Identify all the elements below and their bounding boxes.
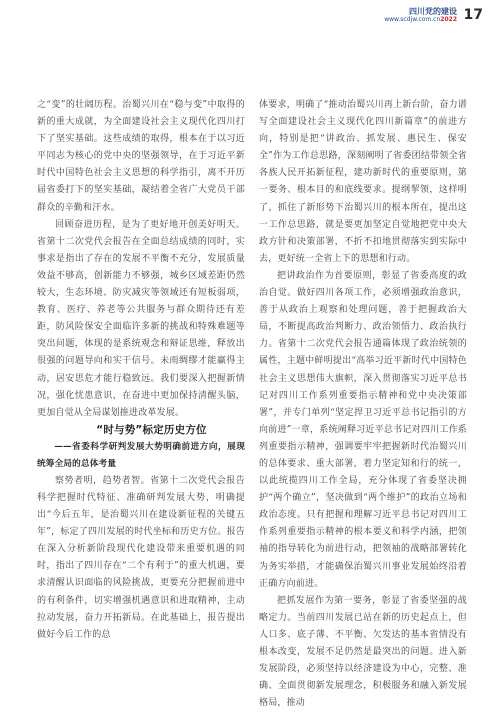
right-paragraph-2: 把讲政治作为首要原则，彰显了省委高度的政治自觉。做好四川各项工作，必须增强政治意识，善于从政治上观察和处理问题，善于把握政治大局，不断提高政治判断力、政治领悟力、政治执行力。省第十二次党代会报告通篇体现了政治统领的属性，主题中鲜明提出“高举习近平新时代中国特色社会主义思想伟大旗帜，深入贯彻落实习近平总书记对四川工作系列重要指示精神和党中央决策部署”，并专门单列“坚定捍卫习近平总书记指引的方向前进”一章，系统阐释习近平总书记对四川工作系列重要指示精神，强调要牢牢把握新时代治蜀兴川的总体要求、重大部署，着力坚定知和行的统一，以此统揽四川工作全局，充分体现了省委坚决拥护“两个确立”，坚决做到“两个维护”的政治立场和政治态度。只有把握和理解习近平总书记对四川工作系列重要指示精神的根本要义和科学内涵，把领袖的指导转化为前进行动，把领袖的战略部署转化为务实举措，才能确保治蜀兴川事业发展始终沿着正确方向前进。 <box>259 270 467 589</box>
right-paragraph-1: 体要求，明确了“推动治蜀兴川再上新台阶，奋力谱写全面建设社会主义现代化四川新篇章”的前进方向，特别是把“讲政治、抓发展、惠民生、保安全”作为工作总思路，深刻阐明了省委团结带领全省各族人民开拓新征程，建功新时代的重要原则，第一要务、根本目的和底线要求。提纲挈领，这样明了，抓住了新形势下治蜀兴川的根本所在，提出这一工作总思路，就是要更加坚定自觉地把党中央大政方针和决策部署，不折不扣地贯彻落实到实际中去，更好统一全省上下的思想和行动。 <box>259 100 467 264</box>
left-paragraph-2: 回顾奋进历程，是为了更好地开创美好明天。省第十二次党代会报告在全面总结成绩的同时，实事求是指出了存在的发展不平衡不充分，发展质量效益不够高，创新能力不够强，城乡区域差距仍然较大，生态环境、防灾减灾等领域还有短板弱项，教育、医疗、养老等公共服务与群众期待还有差距，防风险保安全面临许多新的挑战和特殊难题等突出问题，体现的是系统观念和辩证思维，释放出很强的问题导向和实干信号。未雨绸缪才能赢得主动，居安思危才能行稳致远。我们要深入把握新情况，强化忧患意识，在奋进中更加保持清醒头脑，更加自觉从全局谋划推进改革发展。 <box>37 219 245 418</box>
section-subheading: ——省委科学研判发展大势明确前进方向，展现统筹全局的总体考量 <box>37 441 245 469</box>
magazine-brand: 四川党的建设 <box>409 7 457 16</box>
section-heading: “时与势”标定历史方位 <box>96 423 207 436</box>
issue-number: 2022 <box>440 16 457 23</box>
right-column <box>259 97 467 712</box>
left-paragraph-3: 察势者明，趋势者智。省第十二次党代会报告科学把握时代特征、准确研判发展大势，明确提出“今后五年，是治蜀兴川在建设新征程的关键五年”，标定了四川发展的时代坐标和历史方位。报告在深入分析新阶段现代化建设带来重要机遇的同时，指出了四川存在“二个有利于”的重大机遇，要求清醒认识面临的风险挑战，更要充分把握前进中的有利条件，切实增强机遇意识和进取精神，主动拉动发展，奋力开拓新局。在此基础上，报告提出做好今后工作的总 <box>37 475 245 640</box>
right-paragraph-3: 把抓发展作为第一要务，彰显了省委坚强的战略定力。当前四川发展已站在新的历史起点上，但人口多、底子薄、不平衡、欠发达的基本省情没有根本改变，发展不足仍然是最突出的问题。进入新发展阶段，必须坚持以经济建设为中心，完整、准确、全面贯彻新发展理念，积极服务和融入新发展格局，推动 <box>259 595 467 709</box>
page-header <box>291 6 491 28</box>
left-paragraph-1: 之“变”的壮阔历程。治蜀兴川在“稳与变”中取得的新的重大成就，为全面建设社会主义现代化四川打下了坚实基础。这些成绩的取得，根本在于以习近平同志为核心的党中央的坚强领导，在于习近平新时代中国特色社会主义思想的科学指引，离不开历届省委打下的坚实基础，凝结着全省广大党员干部群众的辛勤和汗水。 <box>37 100 245 213</box>
magazine-url <box>384 16 457 23</box>
page-number: 17 <box>463 7 483 23</box>
url-text: www.scdjw.com.cn <box>384 16 441 23</box>
left-column <box>37 97 245 644</box>
